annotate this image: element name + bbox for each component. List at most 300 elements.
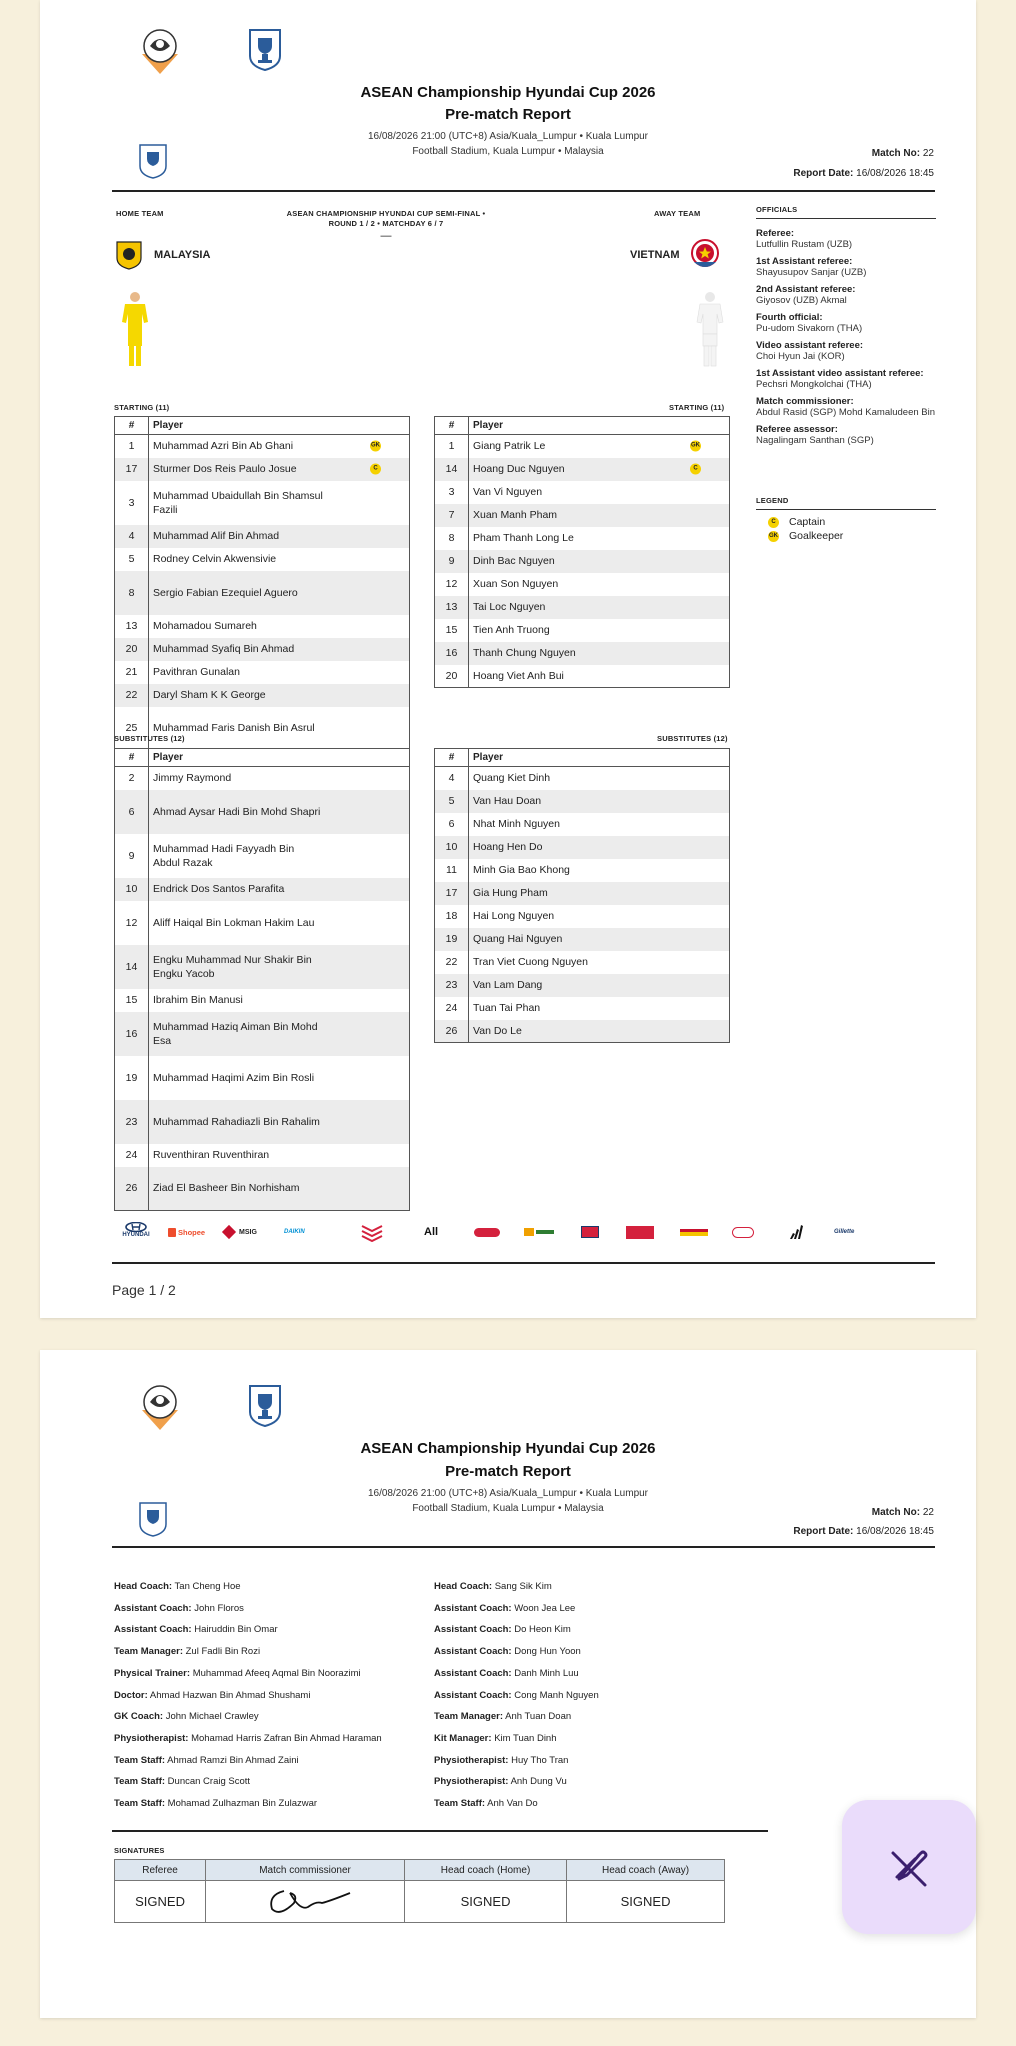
player-name-text: Daryl Sham K K George — [153, 689, 266, 701]
player-name-text: Quang Kiet Dinh — [473, 772, 551, 785]
staff-role: Team Staff: — [114, 1776, 166, 1788]
staff-name: Mohamad Harris Zafran Bin Ahmad Haraman — [191, 1732, 382, 1744]
player-name — [469, 619, 730, 642]
staff-name: Do Heon Kim — [514, 1624, 571, 1636]
table-row — [115, 707, 410, 751]
table-row — [435, 813, 730, 836]
captain-badge: C — [690, 464, 701, 475]
col-player-header: Player — [149, 417, 410, 435]
player-name — [469, 481, 730, 504]
player-name — [149, 435, 410, 458]
player-name-text: Mohamadou Sumareh — [153, 620, 257, 632]
table-row — [115, 790, 410, 834]
report-title: ASEAN Championship Hyundai Cup 2026 — [360, 84, 656, 101]
staff-role: Assistant Coach: — [434, 1602, 512, 1614]
staff-row — [114, 1619, 434, 1641]
staff-row — [114, 1598, 434, 1620]
player-name-text: Van Hau Doan — [473, 795, 542, 807]
staff-name: Huy Tho Tran — [511, 1754, 569, 1766]
player-name-text: Pavithran Gunalan — [153, 666, 240, 678]
home-team-label: HOME TEAM — [116, 209, 164, 218]
staff-row — [434, 1663, 754, 1685]
sponsor-logo-red-rect — [626, 1222, 654, 1242]
staff-name: Muhammad Afeeq Aqmal Bin Noorazimi — [192, 1667, 361, 1679]
table-row — [115, 901, 410, 945]
shirt-number: 19 — [435, 928, 469, 951]
shirt-number: 15 — [115, 989, 149, 1012]
player-name-text: Tuan Tai Phan — [473, 1002, 541, 1014]
home-kit-icon — [120, 290, 150, 372]
player-name-text: Xuan Son Nguyen — [473, 578, 559, 590]
player-name-text: Aliff Haiqal Bin Lokman Hakim Lau — [153, 916, 315, 929]
shirt-number: 23 — [435, 974, 469, 997]
player-name — [149, 878, 410, 901]
table-row — [435, 642, 730, 665]
table-row — [115, 548, 410, 571]
player-name-text: Rodney Celvin Akwensivie — [153, 553, 277, 565]
shirt-number: 16 — [115, 1012, 149, 1056]
player-name-text: Muhammad Rahadiazli Bin Rahalim — [153, 1115, 320, 1128]
match-venue: Football Stadium, Kuala Lumpur • Malaysia — [412, 146, 604, 157]
staff-row — [114, 1706, 434, 1728]
signatures-table — [114, 1859, 725, 1923]
legend-badge: C — [768, 517, 779, 528]
shirt-number: 26 — [435, 1020, 469, 1043]
player-name-text: Minh Gia Bao Khong — [473, 864, 570, 876]
shirt-number: 3 — [115, 481, 149, 525]
player-name — [469, 882, 730, 905]
player-name — [149, 1012, 410, 1056]
shirt-number: 25 — [115, 707, 149, 751]
staff-row — [114, 1576, 434, 1598]
player-name-text: Muhammad Hadi Fayyadh Bin Abdul Razak — [153, 842, 295, 869]
page-number: Page 1 / 2 — [112, 1282, 176, 1298]
staff-row — [114, 1663, 434, 1685]
match-venue: Football Stadium, Kuala Lumpur • Malaysia — [412, 1503, 604, 1514]
player-name — [469, 951, 730, 974]
shirt-number: 14 — [435, 458, 469, 481]
sig-home-coach: SIGNED — [404, 1881, 566, 1923]
official-name: Lutfullin Rustam (UZB) — [756, 239, 853, 250]
staff-name: Danh Minh Luu — [514, 1667, 579, 1679]
player-name — [469, 435, 730, 458]
sig-col-away-coach: Head coach (Away) — [567, 1860, 725, 1881]
table-row — [435, 928, 730, 951]
staff-role: Assistant Coach: — [434, 1624, 512, 1636]
player-name-text: Muhammad Azri Bin Ab Ghani — [153, 440, 294, 453]
staff-name: Tan Cheng Hoe — [174, 1581, 241, 1592]
table-row — [435, 905, 730, 928]
player-name — [149, 1100, 410, 1144]
staff-name: Mohamad Zulhazman Bin Zulazwar — [167, 1798, 318, 1810]
report-page-2 — [40, 1350, 976, 2018]
shirt-number: 17 — [115, 458, 149, 481]
table-row — [435, 836, 730, 859]
malaysia-federation-logo-icon — [138, 24, 182, 76]
player-name — [149, 615, 410, 638]
shirt-number: 6 — [115, 790, 149, 834]
table-row — [435, 790, 730, 813]
staff-role: Team Staff: — [114, 1754, 166, 1766]
player-name-text: Jimmy Raymond — [153, 772, 232, 785]
table-row — [115, 945, 410, 989]
away-team-name: VIETNAM — [630, 249, 680, 261]
staff-row — [434, 1685, 754, 1707]
player-name-text: Quang Hai Nguyen — [473, 933, 563, 945]
player-name — [469, 790, 730, 813]
shirt-number: 10 — [435, 836, 469, 859]
player-name-text: Ruventhiran Ruventhiran — [153, 1149, 270, 1161]
player-name-text: Van Vi Nguyen — [473, 486, 543, 498]
sponsor-logo-green — [524, 1222, 554, 1242]
player-name-text: Thanh Chung Nguyen — [473, 647, 576, 659]
home-subs-label: SUBSTITUTES (12) — [114, 734, 185, 743]
staff-row — [434, 1793, 754, 1815]
sponsor-oval-red — [474, 1222, 500, 1242]
player-name — [469, 573, 730, 596]
player-name-text: Muhammad Haziq Aiman Bin Mohd Esa — [153, 1020, 318, 1047]
staff-role: Team Staff: — [434, 1798, 486, 1810]
home-subs-table — [114, 748, 410, 1211]
table-row — [435, 665, 730, 688]
shirt-number: 12 — [435, 573, 469, 596]
sponsor-all: All — [424, 1226, 439, 1238]
player-name-text: Hoang Hen Do — [473, 841, 543, 853]
table-row — [115, 525, 410, 548]
player-name — [149, 661, 410, 684]
sponsor-adidas-icon — [788, 1222, 804, 1242]
player-name — [149, 707, 410, 751]
official-role: Fourth official: — [756, 312, 823, 323]
staff-name: Duncan Craig Scott — [167, 1776, 251, 1788]
staff-role: Physiotherapist: — [434, 1776, 509, 1788]
table-row — [435, 951, 730, 974]
staff-role: Team Staff: — [114, 1798, 166, 1810]
asean-cup-logo-icon — [246, 1382, 284, 1428]
table-row — [115, 684, 410, 707]
staff-row — [434, 1771, 754, 1793]
official-name: Pu-udom Sivakorn (THA) — [756, 323, 863, 334]
player-name — [149, 525, 410, 548]
away-subs-table — [434, 748, 730, 1043]
sig-commissioner — [206, 1881, 405, 1923]
player-name-text: Dinh Bac Nguyen — [473, 555, 555, 567]
shirt-number: 9 — [115, 834, 149, 878]
col-num-header: # — [435, 417, 469, 435]
pencil-slash-icon — [885, 1843, 933, 1891]
staff-role: Head Coach: — [114, 1581, 173, 1592]
table-row — [115, 1056, 410, 1100]
player-name — [469, 504, 730, 527]
player-name-text: Xuan Manh Pham — [473, 509, 558, 521]
player-name — [149, 945, 410, 989]
player-name — [149, 834, 410, 878]
staff-name: John Floros — [194, 1602, 244, 1614]
col-num-header: # — [115, 417, 149, 435]
player-name-text: Ahmad Aysar Hadi Bin Mohd Shapri — [153, 805, 321, 818]
table-row — [115, 834, 410, 878]
shirt-number: 2 — [115, 767, 149, 790]
staff-name: Sang Sik Kim — [494, 1581, 552, 1592]
player-name — [469, 665, 730, 688]
handwritten-signature-icon — [250, 1881, 360, 1919]
player-name — [469, 767, 730, 790]
staff-name: Ahmad Hazwan Bin Ahmad Shushami — [149, 1689, 311, 1701]
shirt-number: 3 — [435, 481, 469, 504]
staff-role: Doctor: — [114, 1689, 148, 1701]
home-starting-label: STARTING (11) — [114, 403, 170, 412]
report-subtitle: Pre-match Report — [445, 106, 571, 123]
official-name: Giyosov (UZB) Akmal — [756, 295, 847, 306]
table-row — [435, 458, 730, 481]
legend-badge: GK — [768, 531, 779, 542]
staff-role: Assistant Coach: — [434, 1689, 512, 1701]
player-name-text: Ziad El Basheer Bin Norhisham — [153, 1182, 300, 1195]
report-title: ASEAN Championship Hyundai Cup 2026 — [360, 1440, 656, 1457]
player-name-text: Van Do Le — [473, 1024, 522, 1037]
table-row — [115, 1012, 410, 1056]
player-name-text: Nhat Minh Nguyen — [473, 818, 560, 830]
player-name — [149, 1167, 410, 1211]
player-name — [469, 596, 730, 619]
official-role: 2nd Assistant referee: — [756, 284, 856, 295]
table-row — [435, 882, 730, 905]
staff-role: Team Manager: — [434, 1711, 503, 1723]
shirt-number: 11 — [435, 859, 469, 882]
player-name — [469, 974, 730, 997]
player-name-text: Van Lam Dang — [473, 979, 543, 991]
away-staff-list — [434, 1576, 754, 1815]
table-row — [115, 481, 410, 525]
player-name-text: Hoang Duc Nguyen — [473, 463, 565, 475]
home-starting-table — [114, 416, 410, 751]
staff-role: Assistant Coach: — [434, 1667, 512, 1679]
hyundai-logo-icon — [125, 1222, 147, 1232]
staff-name: Dong Hun Yoon — [514, 1646, 581, 1658]
legend-label: Goalkeeper — [789, 530, 844, 542]
shirt-number: 13 — [115, 615, 149, 638]
asean-cup-small-logo-icon — [136, 1500, 170, 1538]
player-name-text: Hai Long Nguyen — [473, 910, 555, 922]
sig-col-referee: Referee — [115, 1860, 206, 1881]
table-row — [435, 481, 730, 504]
staff-name: Anh Dung Vu — [510, 1776, 567, 1788]
col-num-header: # — [115, 749, 149, 767]
player-name-text: Engku Muhammad Nur Shakir Bin Engku Yacob — [153, 953, 312, 980]
away-starting-label: STARTING (11) — [669, 403, 725, 412]
shirt-number: 7 — [435, 504, 469, 527]
shirt-number: 18 — [435, 905, 469, 928]
staff-role: Assistant Coach: — [434, 1646, 512, 1658]
official-role: Referee assessor: — [756, 424, 838, 435]
report-date: Report Date: 16/08/2026 18:45 — [793, 168, 934, 179]
staff-row — [434, 1728, 754, 1750]
staff-row — [114, 1771, 434, 1793]
table-row — [435, 504, 730, 527]
official-name: Nagalingam Santhan (SGP) — [756, 435, 874, 446]
table-row — [115, 878, 410, 901]
player-name — [149, 571, 410, 615]
table-row — [435, 619, 730, 642]
player-name — [469, 642, 730, 665]
shirt-number: 13 — [435, 596, 469, 619]
table-row — [435, 573, 730, 596]
player-name-text: Hoang Viet Anh Bui — [473, 669, 564, 682]
official-name: Abdul Rasid (SGP) Mohd Kamaludeen Bin — [756, 407, 936, 418]
shirt-number: 20 — [435, 665, 469, 688]
home-staff-list — [114, 1576, 434, 1815]
player-name — [149, 458, 410, 481]
match-datetime: 16/08/2026 21:00 (UTC+8) Asia/Kuala_Lumpur • Kuala Lumpur — [367, 1488, 649, 1499]
player-name — [469, 550, 730, 573]
player-name-text: Muhammad Alif Bin Ahmad — [153, 530, 280, 542]
officials-panel — [756, 205, 936, 544]
shirt-number: 23 — [115, 1100, 149, 1144]
staff-name: Cong Manh Nguyen — [514, 1689, 599, 1701]
player-name-text: Muhammad Haqimi Azim Bin Rosli — [153, 1071, 315, 1084]
header-divider — [112, 190, 935, 192]
staff-role: GK Coach: — [114, 1711, 164, 1723]
staff-row — [434, 1619, 754, 1641]
staff-row — [434, 1750, 754, 1772]
shirt-number: 12 — [115, 901, 149, 945]
table-row — [435, 596, 730, 619]
table-row — [115, 435, 410, 458]
table-row — [435, 1020, 730, 1043]
player-name — [149, 901, 410, 945]
sponsor-gillette: Gillette — [834, 1229, 855, 1235]
player-name — [469, 1020, 730, 1043]
table-row — [115, 661, 410, 684]
col-player-header: Player — [469, 417, 730, 435]
player-name-text: Gia Hung Pham — [473, 887, 548, 899]
sponsor-hyundai: HYUNDAI — [116, 1222, 156, 1242]
col-player-header: Player — [469, 749, 730, 767]
table-row — [115, 571, 410, 615]
shirt-number: 6 — [435, 813, 469, 836]
staff-role: Physiotherapist: — [114, 1732, 189, 1744]
staff-row — [434, 1598, 754, 1620]
player-name — [149, 989, 410, 1012]
table-row — [115, 989, 410, 1012]
shirt-number: 10 — [115, 878, 149, 901]
table-row — [115, 1100, 410, 1144]
official-role: Referee: — [756, 228, 795, 239]
col-player-header: Player — [149, 749, 410, 767]
shirt-number: 21 — [115, 661, 149, 684]
player-name — [149, 1056, 410, 1100]
table-row — [115, 458, 410, 481]
away-team-label: AWAY TEAM — [654, 209, 701, 218]
shirt-number: 24 — [435, 997, 469, 1020]
player-name — [469, 997, 730, 1020]
player-name — [469, 905, 730, 928]
player-name-text: Muhammad Ubaidullah Bin Shamsul Fazili — [153, 489, 323, 516]
staff-name: Anh Van Do — [487, 1798, 538, 1810]
shirt-number: 1 — [115, 435, 149, 458]
staff-name: Ahmad Ramzi Bin Ahmad Zaini — [167, 1754, 299, 1766]
official-role: 1st Assistant referee: — [756, 256, 853, 267]
player-name-text: Muhammad Faris Danish Bin Asrul — [153, 722, 315, 735]
sponsor-logo-box — [581, 1222, 599, 1242]
player-name-text: Sergio Fabian Ezequiel Aguero — [153, 586, 298, 599]
player-name — [469, 527, 730, 550]
home-team-name: MALAYSIA — [154, 249, 211, 261]
player-name-text: Pham Thanh Long Le — [473, 532, 574, 544]
official-role: Match commissioner: — [756, 396, 854, 407]
table-row — [435, 550, 730, 573]
staff-name: Kim Tuan Dinh — [494, 1732, 557, 1744]
staff-role: Physiotherapist: — [434, 1754, 509, 1766]
sig-away-coach: SIGNED — [567, 1881, 725, 1923]
player-name-text: Tien Anh Truong — [473, 624, 550, 636]
table-row — [435, 527, 730, 550]
sig-col-home-coach: Head coach (Home) — [404, 1860, 566, 1881]
player-name — [149, 481, 410, 525]
player-name — [149, 767, 410, 790]
staff-name: Anh Tuan Doan — [505, 1711, 572, 1723]
staff-row — [114, 1641, 434, 1663]
player-name — [469, 859, 730, 882]
sponsor-daikin: DAIKIN — [284, 1229, 305, 1235]
legend-item — [756, 530, 936, 542]
match-score: — — [380, 230, 392, 242]
shirt-number: 24 — [115, 1144, 149, 1167]
goalkeeper-badge: GK — [690, 441, 701, 452]
asean-cup-logo-icon — [246, 26, 284, 72]
report-page-1 — [40, 0, 976, 1318]
staff-row — [114, 1750, 434, 1772]
player-name-text: Sturmer Dos Reis Paulo Josue — [153, 463, 297, 475]
shirt-number: 20 — [115, 638, 149, 661]
staff-name: Woon Jea Lee — [514, 1602, 576, 1614]
shirt-number: 5 — [435, 790, 469, 813]
shirt-number: 8 — [435, 527, 469, 550]
report-subtitle: Pre-match Report — [445, 1463, 571, 1480]
staff-role: Physical Trainer: — [114, 1667, 191, 1679]
player-name — [149, 548, 410, 571]
report-date: Report Date: 16/08/2026 18:45 — [793, 1526, 934, 1537]
staff-name: John Michael Crawley — [165, 1711, 259, 1723]
player-name — [469, 836, 730, 859]
player-name-text: Endrick Dos Santos Parafita — [153, 883, 285, 895]
sponsor-shopee: Shopee — [168, 1222, 205, 1242]
player-name — [149, 1144, 410, 1167]
table-row — [115, 767, 410, 790]
signatures-heading: SIGNATURES — [114, 1846, 165, 1855]
player-name-text: Tai Loc Nguyen — [473, 601, 546, 613]
player-name-text: Tran Viet Cuong Nguyen — [473, 956, 588, 968]
player-name-text: Muhammad Syafiq Bin Ahmad — [153, 643, 295, 655]
official-name: Shayusupov Sanjar (UZB) — [756, 267, 867, 278]
shirt-number: 14 — [115, 945, 149, 989]
annotate-button[interactable] — [842, 1800, 976, 1934]
malaysia-federation-logo-icon — [138, 1380, 182, 1432]
staff-role: Assistant Coach: — [114, 1624, 192, 1636]
player-name — [469, 458, 730, 481]
shirt-number: 4 — [115, 525, 149, 548]
player-name — [469, 928, 730, 951]
sponsor-msig: MSIG — [224, 1222, 257, 1242]
vietnam-crest-icon — [690, 238, 720, 270]
sponsor-logo-oval — [732, 1222, 754, 1242]
sponsor-wave-logo-icon — [360, 1222, 384, 1242]
shirt-number: 9 — [435, 550, 469, 573]
table-row — [435, 997, 730, 1020]
staff-name: Zul Fadli Bin Rozi — [185, 1646, 261, 1658]
footer-divider — [112, 1262, 935, 1264]
sig-referee: SIGNED — [115, 1881, 206, 1923]
